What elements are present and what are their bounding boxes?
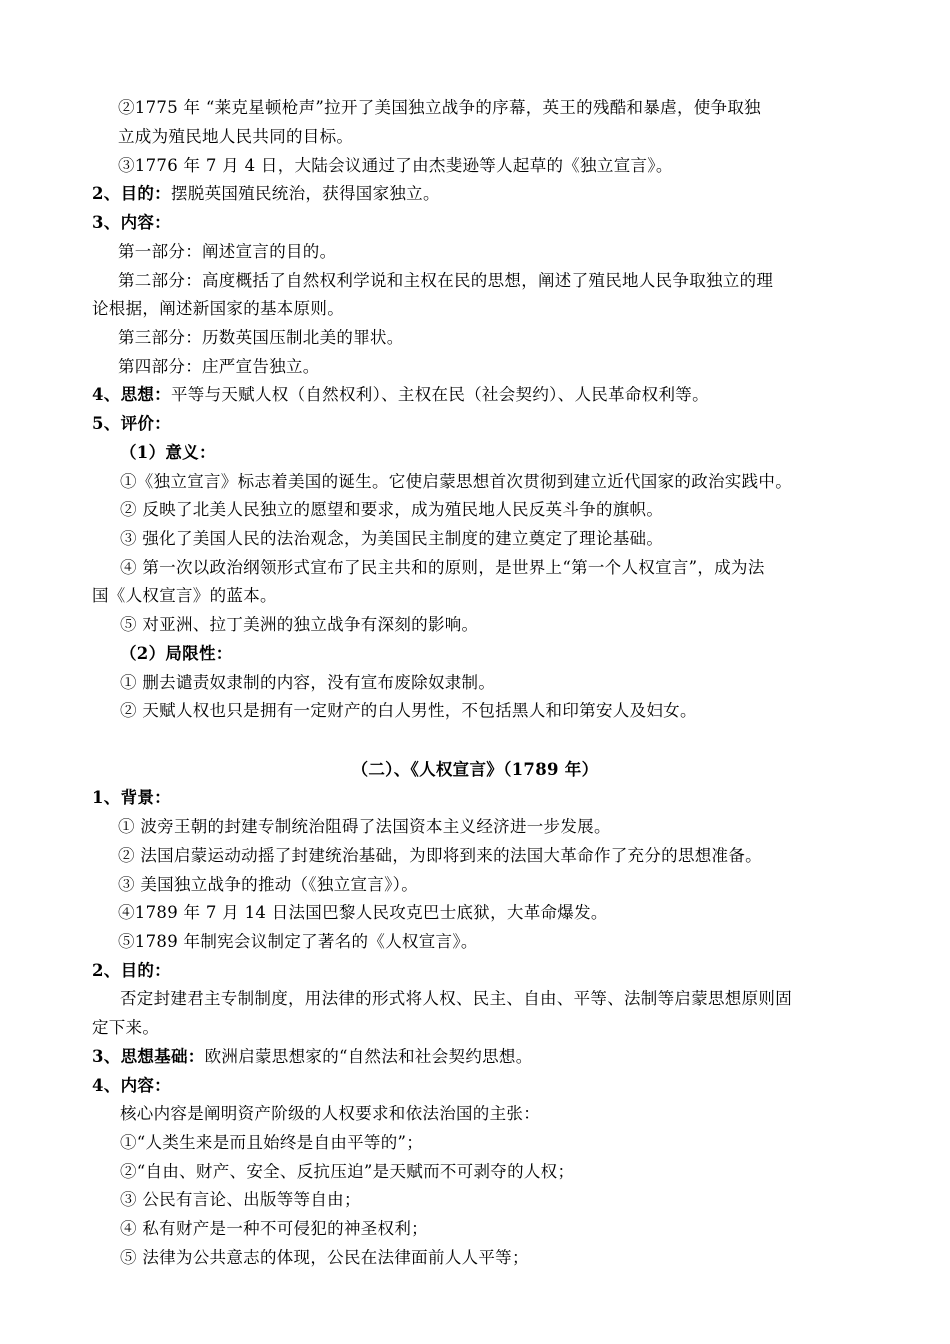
item-heading: 3、内容： (92, 213, 171, 232)
text-line: ② 法国启蒙运动动摇了封建统治基础，为即将到来的法国大革命作了充分的思想准备。 (118, 846, 762, 865)
item-heading: 5、评价： (92, 414, 171, 433)
text-line: ⑤ 对亚洲、拉丁美洲的独立战争有深刻的影响。 (120, 615, 479, 634)
item-heading: 4、思想： (92, 385, 171, 404)
text-line: ① 删去谴责奴隶制的内容，没有宣布废除奴隶制。 (120, 673, 496, 692)
text-line: 核心内容是阐明资产阶级的人权要求和依法治国的主张： (120, 1104, 540, 1123)
sub-heading: （1）意义： (120, 443, 216, 462)
text-line: 第二部分：高度概括了自然权利学说和主权在民的思想，阐述了殖民地人民争取独立的理 (118, 271, 774, 290)
text-line: ②“自由、财产、安全、反抗压迫”是天赋而不可剥夺的人权； (120, 1162, 575, 1181)
section-title: （二）、《人权宣言》（1789 年） (351, 760, 599, 779)
item-heading: 2、目的： (92, 184, 171, 203)
text-line: 定下来。 (92, 1018, 160, 1037)
text-line (92, 1047, 533, 1067)
text-line: 第四部分：庄严宣告独立。 (118, 357, 320, 376)
item-heading: 3、思想基础： (92, 1047, 205, 1066)
item-heading: 2、目的： (92, 961, 171, 980)
text-line: 第三部分：历数英国压制北美的罪状。 (118, 328, 404, 347)
text-line: 立成为殖民地人民共同的目标。 (118, 127, 354, 146)
text-line: ④ 第一次以政治纲领形式宣布了民主共和的原则，是世界上“第一个人权宣言”，成为法 (120, 558, 765, 577)
text-line: ③ 强化了美国人民的法治观念，为美国民主制度的建立奠定了理论基础。 (120, 529, 664, 548)
text-line: ③ 美国独立战争的推动（《独立宣言》）。 (118, 875, 418, 894)
text-line: 否定封建君主专制制度，用法律的形式将人权、民主、自由、平等、法制等启蒙思想原则固 (120, 989, 792, 1008)
text-line: ③1776 年 7 月 4 日，大陆会议通过了由杰斐逊等人起草的《独立宣言》。 (118, 156, 673, 175)
text-line: ①“人类生来是而且始终是自由平等的”； (120, 1133, 424, 1152)
text-line: 国《人权宣言》的蓝本。 (92, 586, 277, 605)
text-line: ② 反映了北美人民独立的愿望和要求，成为殖民地人民反英斗争的旗帜。 (120, 500, 664, 519)
text-line: ① 波旁王朝的封建专制统治阻碍了法国资本主义经济进一步发展。 (118, 817, 611, 836)
sub-heading: （2）局限性： (120, 644, 233, 663)
item-body: 平等与天赋人权（自然权利）、主权在民（社会契约）、人民革命权利等。 (170, 385, 709, 404)
item-body: 摆脱英国殖民统治，获得国家独立。 (170, 184, 440, 203)
text-line: ② 天赋人权也只是拥有一定财产的白人男性，不包括黑人和印第安人及妇女。 (120, 701, 697, 720)
text-line: ③ 公民有言论、出版等等自由； (120, 1190, 361, 1209)
text-line: ①《独立宣言》标志着美国的诞生。它使启蒙思想首次贯彻到建立近代国家的政治实践中。 (120, 472, 792, 491)
text-line: ⑤ 法律为公共意志的体现，公民在法律面前人人平等； (120, 1248, 529, 1267)
text-line: ④1789 年 7 月 14 日法国巴黎人民攻克巴士底狱，大革命爆发。 (118, 903, 608, 922)
text-line: 论根据，阐述新国家的基本原则。 (92, 299, 344, 318)
text-line: 第一部分：阐述宣言的目的。 (118, 242, 337, 261)
text-line: ⑤1789 年制宪会议制定了著名的《人权宣言》。 (118, 932, 478, 951)
text-line: ②1775 年 “莱克星顿枪声”拉开了美国独立战争的序幕，英王的残酷和暴虐，使争取独 (118, 98, 761, 117)
item-heading: 4、内容： (92, 1076, 171, 1095)
item-heading: 1、背景： (92, 788, 171, 807)
text-line (92, 385, 709, 405)
item-body: 欧洲启蒙思想家的“自然法和社会契约思想。 (204, 1047, 533, 1066)
text-line: ④ 私有财产是一种不可侵犯的神圣权利； (120, 1219, 428, 1238)
text-line (92, 184, 440, 204)
